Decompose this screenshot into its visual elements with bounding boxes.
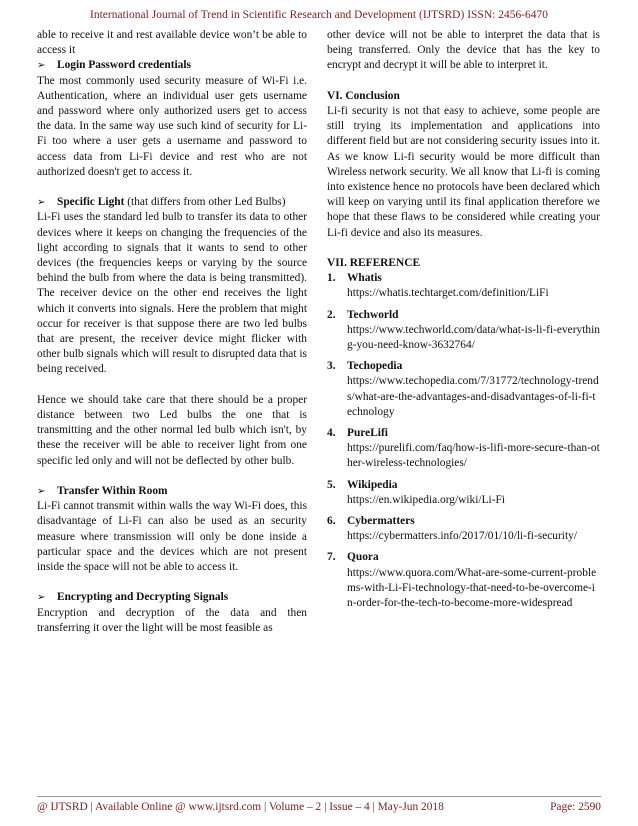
paragraph: Encryption and decryption of the data and then transferring it over the light will be most feasible as [37, 606, 307, 634]
reference-number: 4. [327, 427, 336, 440]
reference-item [327, 308, 600, 354]
reference-url[interactable]: https://www.techworld.com/data/what-is-li-fi-everything-you-need-know-3632764/ [347, 323, 600, 352]
paragraph: Li-Fi uses the standard led bulb to transfer its data to other devices where it keeps on changing the frequencies of the light according to signals that it wants to send to other devices (the frequencies keeps or varying by the source behind the bulb from where the data is being transmitted). The receiver device on the other end receives the light which it converts into signals. Here the problem that might occur for receiver is that suppose there are two led bulbs that are present, the receiver device might flicker with other bulb signals which will result to disrupted data that is being received. [37, 211, 307, 376]
footer-divider [37, 796, 601, 797]
right-column [327, 28, 600, 617]
page-footer [37, 801, 601, 813]
bullet-title: Encrypting and Decrypting Signals [57, 591, 229, 604]
section-heading-reference: VII. REFERENCE [327, 257, 421, 270]
reference-number: 1. [327, 272, 336, 285]
reference-url[interactable]: https://www.techopedia.com/7/31772/technology-trends/what-are-the-advantages-and-disadvantages-of-li-fi-technology [347, 375, 599, 418]
bullet-title: Specific Light [57, 196, 125, 209]
bullet-heading [37, 58, 307, 73]
page-number: Page: 2590 [550, 801, 601, 813]
reference-url[interactable]: https://en.wikipedia.org/wiki/Li-Fi [347, 493, 505, 506]
bullet-subtitle: (that differs from other Led Bulbs) [127, 196, 286, 209]
paragraph: Li-Fi cannot transmit within walls the way Wi-Fi does, this disadvantage of Li-Fi can also be used as an security measure where transmission will only be done inside a particular space and the devices which are not present inside the space will not be able to access it. [37, 500, 307, 574]
reference-number: 3. [327, 360, 336, 373]
reference-number: 2. [327, 308, 336, 321]
bullet-heading [37, 484, 307, 499]
bullet-heading [37, 590, 307, 605]
reference-title: Techopedia [347, 360, 403, 373]
reference-url[interactable]: https://purelifi.com/faq/how-is-lifi-more-secure-than-other-wireless-technologies/ [347, 442, 600, 470]
reference-item [327, 426, 600, 472]
paragraph: other device will not be able to interpret the data that is being transferred. Only the device that has the key to encrypt and decrypt it will be able to interpret it. [327, 29, 600, 72]
arrow-bullet-icon: ➢ [37, 197, 46, 209]
reference-title: Cybermatters [347, 515, 415, 528]
footer-info: @ IJTSRD | Available Online @ www.ijtsrd.com | Volume – 2 | Issue – 4 | May-Jun 2018 [37, 801, 444, 813]
paragraph: The most commonly used security measure of Wi-Fi i.e. Authentication, where an individual user gets username and password where only authorized users get to access the data. In the same way use such kind of security for Li-Fi too where a user gets a username and password to access data from Li-Fi device and rest who are not authorized doesn't get to access it. [37, 74, 307, 178]
reference-title: Wikipedia [347, 478, 398, 491]
reference-url[interactable]: https://whatis.techtarget.com/definition/LiFi [347, 287, 549, 300]
reference-item [327, 271, 600, 301]
reference-title: Quora [347, 551, 379, 564]
bullet-title: Login Password credentials [57, 59, 191, 72]
section-heading-conclusion: VI. Conclusion [327, 89, 400, 102]
reference-number: 6. [327, 515, 336, 528]
reference-url[interactable]: https://cybermatters.info/2017/01/10/li-fi-security/ [347, 530, 577, 543]
paragraph: able to receive it and rest available device won’t be able to access it [37, 29, 307, 57]
arrow-bullet-icon: ➢ [37, 486, 46, 498]
reference-title: Techworld [347, 308, 399, 321]
left-column [37, 28, 307, 636]
reference-item [327, 359, 600, 420]
reference-url[interactable]: https://www.quora.com/What-are-some-current-problems-with-Li-Fi-technology-that-need-to-be-overcome-in-order-for-the-tech-to-become-more-widespread [347, 566, 597, 610]
bullet-title: Transfer Within Room [57, 485, 168, 498]
paragraph: Hence we should take care that there should be a proper distance between two Led bulbs the one that is transmitting and the other normal led bulb which isn't, by these the receiver will be able to receiver light from one specific led only and will not be deflected by other bulb. [37, 393, 307, 467]
reference-item [327, 478, 600, 508]
reference-title: Whatis [347, 272, 382, 285]
arrow-bullet-icon: ➢ [37, 60, 46, 72]
reference-item [327, 514, 600, 544]
journal-header: International Journal of Trend in Scientific Research and Development (IJTSRD) ISSN: 2456-6470 [89, 9, 549, 21]
bullet-heading [37, 195, 307, 210]
reference-item [327, 550, 600, 611]
reference-title: PureLifi [347, 427, 388, 440]
arrow-bullet-icon: ➢ [37, 592, 46, 604]
reference-number: 5. [327, 478, 336, 491]
reference-list [327, 271, 600, 611]
reference-number: 7. [327, 551, 336, 564]
paragraph: Li-fi security is not that easy to achieve, some people are still trying its implementation and applications into different field but are not considering security issues into it. As we know Li-fi security would be more difficult than Wireless network security. We all know that Li-fi is coming into existence hence no protocols have been declared which will keep on varying until its final application therefore we hope that these flaws to be considered while creating your Li-fi device and also its measures. [327, 105, 600, 239]
